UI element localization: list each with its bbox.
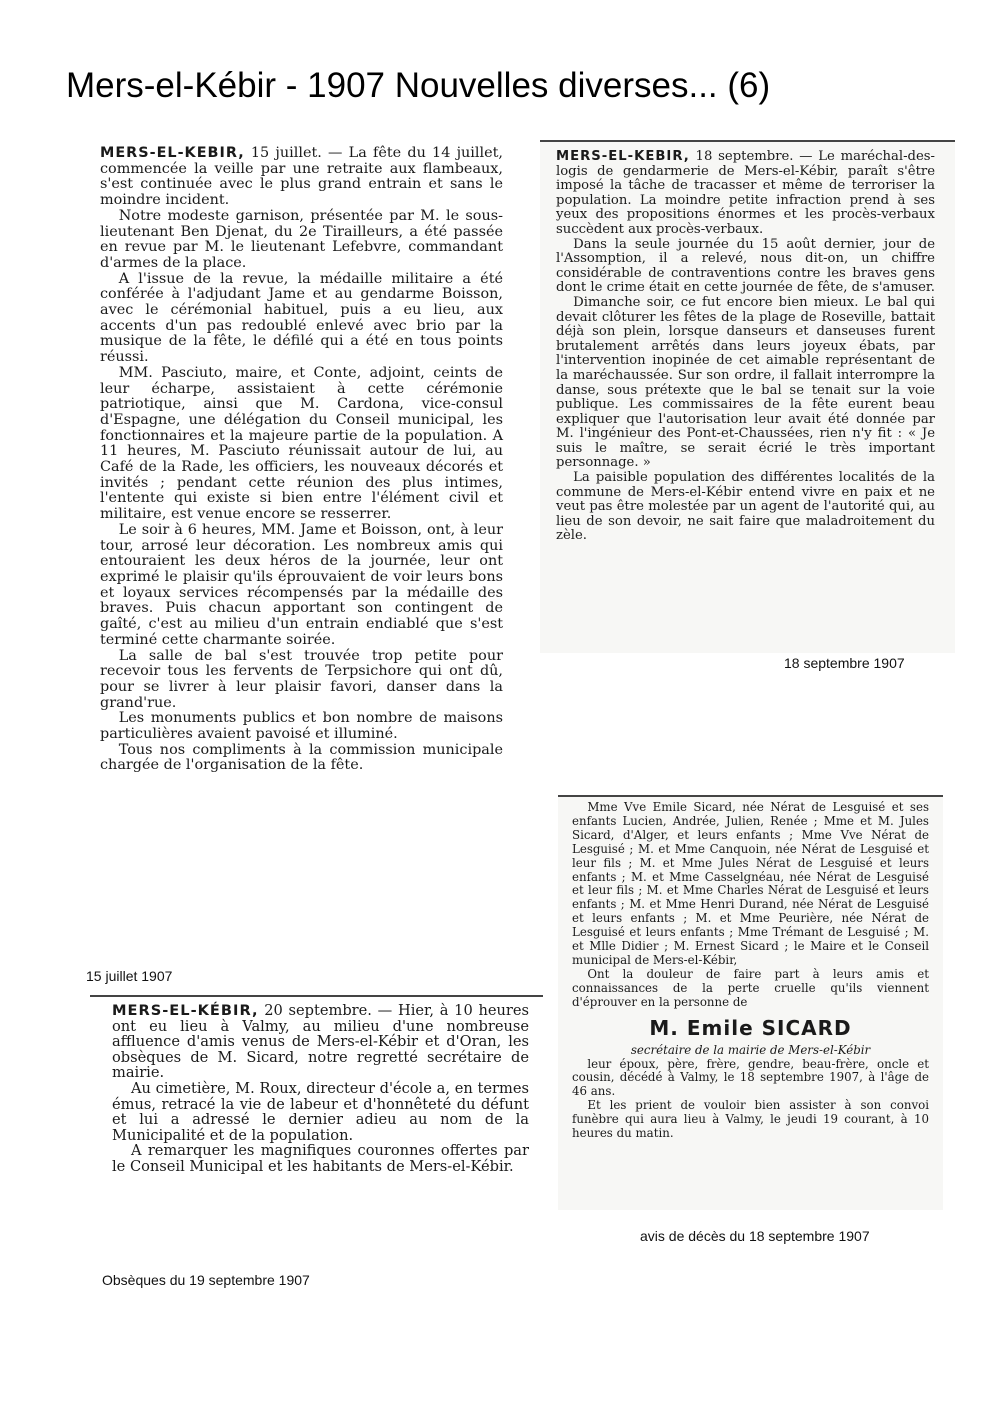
- article-paragraph: Dimanche soir, ce fut encore bien mieux. Le bal qui devait clôturer les fêtes de la plage de Roseville, battait déjà son plein, lorsque danseurs et danseuses furent brutalement arrêtés dans leurs joyeux ébats, par l'intervention inopinée de cet aimable représentant de la maréchaussée. Sur son ordre, il fallait interrompre la danse, sous prétexte que le bal se tenait sur la voie publique. Les commissaires de la fête eurent beau expliquer que l'autorisation leur avait été donnée par M. l'ingénieur des Pont-et-Chaussées, rien n'y fit : « Je suis le maître, se serait écrié le très important personnage. »: [556, 294, 935, 471]
- notice-details: leur époux, père, frère, gendre, beau-frère, oncle et cousin, décédé à Valmy, le 18 septembre 1907, à l'âge de 46 ans.: [572, 1056, 929, 1099]
- article-paragraph: A l'issue de la revue, la médaille militaire a été conférée à l'adjudant Jame et au gendarme Boisson, avec le cérémonial habituel, puis a eu lieu, aux accents d'un pas redoublé enlevé avec brio par la musique de la fête, le défilé qui a été en tous points réussi.: [100, 270, 503, 366]
- article-paragraph: A remarquer les magnifiques couronnes offertes par le Conseil Municipal et les habitants de Mers-el-Kébir.: [112, 1142, 529, 1175]
- newspaper-clipping-fete-14-juillet: [80, 140, 517, 945]
- article-paragraph: MERS-EL-KÉBIR, 20 septembre. — Hier, à 10 heures ont eu lieu à Valmy, au milieu d'une nombreuse affluence d'amis venus de Mers-el-Kébir et d'Oran, les obsèques de M. Sicard, notre regretté secrétaire de mairie.: [112, 1002, 529, 1082]
- article-paragraph: MERS-EL-KEBIR, 15 juillet. — La fête du 14 juillet, commencée la veille par une retraite aux flambeaux, s'est continuée avec le plus grand entrain et sans le moindre incident.: [100, 145, 503, 209]
- clipping-caption: 18 septembre 1907: [784, 655, 905, 671]
- deceased-name: M. Emile SICARD: [649, 1015, 852, 1040]
- clipping-caption: 15 juillet 1907: [86, 968, 173, 984]
- newspaper-clipping-obseques: [90, 995, 543, 1260]
- newspaper-clipping-gendarmerie: [540, 140, 955, 653]
- page-title: Mers-el-Kébir - 1907 Nouvelles diverses... (6): [66, 66, 771, 105]
- deceased-role: secrétaire de la mairie de Mers-el-Kébir: [630, 1042, 871, 1057]
- article-dateline: MERS-EL-KÉBIR,: [112, 1002, 259, 1019]
- notice-closing: Et les prient de vouloir bien assister à son convoi funèbre qui aura lieu à Valmy, le jeudi 19 courant, à 10 heures du matin.: [572, 1098, 929, 1141]
- article-paragraph: Dans la seule journée du 15 août dernier, jour de l'Assomption, il a relevé, nous dit-on, un chiffre considérable de contraventions contre les braves gens dont le crime était en cette journée de fête, de s'amuser.: [556, 236, 935, 296]
- article-dateline: MERS-EL-KEBIR,: [556, 149, 690, 164]
- article-paragraph: Au cimetière, M. Roux, directeur d'école a, en termes émus, retracé la vie de labeur et d'honnêteté du défunt et lui a adressé le dernier adieu au nom de la Municipalité et de la population.: [112, 1079, 529, 1144]
- article-paragraph: MM. Pasciuto, maire, et Conte, adjoint, ceints de leur écharpe, assistaient à cette cérémonie patriotique, ainsi que M. Cardona, vice-consul d'Espagne, une délégation du Conseil municipal, les fonctionnaires et la majeure partie de la population. A 11 heures, M. Pasciuto réunissait autour de lui, au Café de la Rade, les officiers, les nouveaux décorés et invités ; pendant cette réunion des plus intimes, l'entente qui existe si bien entre l'élément civil et militaire, est venue encore se resserrer.: [100, 364, 503, 523]
- clipping-caption: Obsèques du 19 septembre 1907: [102, 1272, 310, 1288]
- notice-announcement: Ont la douleur de faire part à leurs amis et connaissances de la perte cruelle qu'ils viennent d'éprouver en la personne de: [572, 966, 929, 1009]
- article-paragraph: Tous nos compliments à la commission municipale chargée de l'organisation de la fête.: [100, 741, 503, 774]
- article-dateline: MERS-EL-KEBIR,: [100, 145, 245, 161]
- article-paragraph: La paisible population des différentes localités de la commune de Mers-el-Kébir entend vivre en paix et ne veut pas être molestée par un agent de l'autorité qui, au lieu de son devoir, ne sait faire que maladroitement du zèle.: [556, 470, 935, 544]
- article-paragraph: Notre modeste garnison, présentée par M. le sous-lieutenant Ben Djenat, du 2e Tirailleurs, a été passée en revue par M. le lieutenant Lefebvre, commandant d'armes de la place.: [100, 207, 503, 271]
- newspaper-clipping-avis-de-deces: [558, 795, 943, 1210]
- notice-family-list: Mme Vve Emile Sicard, née Nérat de Lesguisé et ses enfants Lucien, Andrée, Julien, Renée ; Mme et M. Jules Sicard, d'Alger, et leurs enfants ; Mme Vve Nérat de Lesguisé ; M. et Mme Canquoin, née Nérat de Lesguisé et leur fils ; M. et Mme Jules Nérat de Lesguisé et leurs enfants ; M. et Mme Casselgnéau, née Nérat de Lesguisé et leur fils ; M. et Mme Charles Nérat de Lesguisé et leurs enfants ; M. et Mme Henri Durand, née Nérat de Lesguisé et leurs enfants ; M. et Mme Peurière, née Nérat de Lesguisé et leurs enfants ; Mme Trémant de Lesguisé ; M. et Mlle Didier ; M. Ernest Sicard ; le Maire et le Conseil municipal de Mers-el-Kébir,: [572, 800, 929, 967]
- article-paragraph: MERS-EL-KEBIR, 18 septembre. — Le maréchal-des-logis de gendarmerie de Mers-el-Kébir, paraît s'être imposé la tâche de tracasser et même de terroriser la population. La moindre petite infraction prend à ses yeux des propositions énormes et les procès-verbaux succèdent aux procès-verbaux.: [556, 149, 935, 237]
- clipping-caption: avis de décès du 18 septembre 1907: [640, 1228, 870, 1244]
- article-paragraph: La salle de bal s'est trouvée trop petite pour recevoir tous les fervents de Terpsichore qui ont dû, pour se livrer à leur plaisir favori, danser dans la grand'rue.: [100, 647, 503, 711]
- article-paragraph: Le soir à 6 heures, MM. Jame et Boisson, ont, à leur tour, arrosé leur décoration. Les nombreux amis qui entouraient les deux héros de la journée, leur ont exprimé le plaisir qu'ils éprouvaient de voir leurs bons et loyaux services récompensés par la médaille des braves. Puis chacun apportant son contingent de gaîté, c'est au milieu d'un entrain endiablé que s'est terminé cette charmante soirée.: [100, 521, 503, 648]
- article-paragraph: Les monuments publics et bon nombre de maisons particulières avaient pavoisé et illuminé.: [100, 710, 503, 743]
